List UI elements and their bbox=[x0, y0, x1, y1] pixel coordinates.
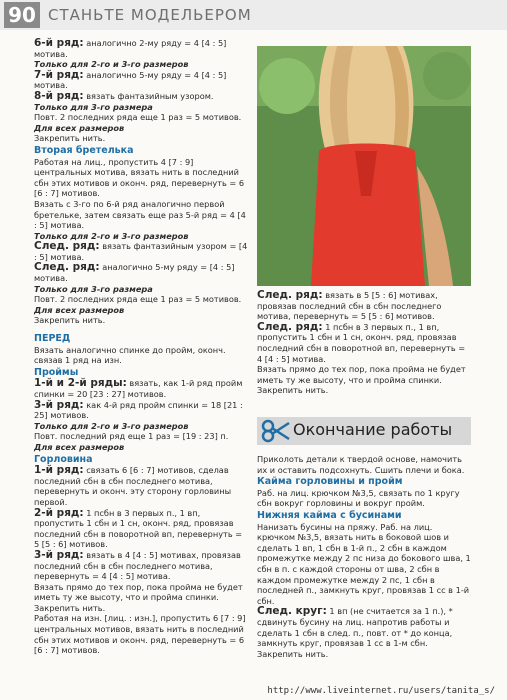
instruction-paragraph bbox=[34, 112, 248, 123]
row-label: След. круг: bbox=[257, 605, 327, 618]
section-heading bbox=[34, 146, 248, 157]
paragraph-text: Работая на изн. [лиц. : изн.], пропустить 6 [7 : 9] центральных мотивов, вязать нить в последний сбн этих мотивов и оконч. ряд, перевернуть = 6 [6 : 7] мотивов. bbox=[34, 613, 246, 656]
row-label: След. ряд: bbox=[257, 289, 323, 301]
row-label: 1-й и 2-й ряды: bbox=[34, 377, 127, 390]
heading-text: Вторая бретелька bbox=[34, 144, 134, 156]
instruction-paragraph bbox=[257, 488, 471, 509]
size-note bbox=[34, 284, 248, 295]
heading-text: Нижняя кайма с бусинами bbox=[257, 509, 402, 521]
row-label: След. ряд: bbox=[34, 261, 100, 274]
paragraph-text: Закрепить нить. bbox=[34, 315, 106, 326]
paragraph-text: Вязать с 3-го по 6-й ряд аналогично первой бретельке, затем связать еще раз 5-й ряд = 4 [4 : 5] мотива. bbox=[34, 198, 246, 231]
size-note bbox=[34, 102, 248, 113]
section-heading bbox=[257, 511, 471, 522]
instruction-paragraph bbox=[257, 290, 471, 322]
instruction-paragraph bbox=[34, 199, 248, 231]
banner-title: Окончание работы bbox=[293, 420, 453, 439]
row-label: 3-й ряд: bbox=[34, 548, 84, 561]
row-label: След. ряд: bbox=[257, 320, 323, 333]
paragraph-text: Только для 2-го и 3-го размеров bbox=[34, 230, 189, 241]
paragraph-text: как 4-й ряд пройм спинки = 18 [21 : 25] мотивов. bbox=[34, 399, 243, 421]
paragraph-text: Повт. 2 последних ряда еще 1 раз = 5 мотивов. bbox=[34, 294, 242, 305]
size-note bbox=[34, 305, 248, 316]
instruction-paragraph bbox=[34, 262, 248, 283]
row-label: 1-й ряд: bbox=[34, 464, 84, 477]
row-label: 3-й ряд: bbox=[34, 398, 84, 411]
instruction-paragraph bbox=[34, 315, 248, 326]
row-label: 8-й ряд: bbox=[34, 89, 84, 102]
paragraph-text: Повт. 2 последних ряда еще 1 раз = 5 мотивов. bbox=[34, 112, 242, 123]
paragraph-text: вязать фантазийным узором = [4 : 5] мотива. bbox=[34, 241, 248, 262]
paragraph-text: аналогично 5-му ряду = [4 : 5] мотива. bbox=[34, 262, 235, 284]
instruction-paragraph bbox=[34, 378, 248, 399]
instruction-paragraph bbox=[34, 294, 248, 305]
instruction-paragraph bbox=[257, 364, 471, 396]
row-label: 6-й ряд: bbox=[34, 37, 84, 49]
photo-illustration bbox=[257, 46, 471, 286]
source-url: http://www.liveinternet.ru/users/tanita_s/ bbox=[267, 686, 495, 696]
paragraph-text: Только для 3-го размера bbox=[34, 283, 153, 294]
instruction-paragraph bbox=[34, 91, 248, 102]
paragraph-text: вязать в 4 [4 : 5] мотивах, провязав последний сбн в сбн последнего мотива, перевернуть = 4 [4 : 5] мотива. bbox=[34, 549, 241, 582]
paragraph-text: Только для 2-го и 3-го размеров bbox=[34, 420, 189, 431]
paragraph-text: Повт. последний ряд еще 1 раз = [19 : 23] п. bbox=[34, 431, 229, 442]
page-number: 90 bbox=[4, 2, 40, 28]
paragraph-text: связать 6 [6 : 7] мотивов, сделав последний сбн в сбн последнего мотива, перевернуть и оконч. эту сторону горловины первой. bbox=[34, 465, 232, 507]
instruction-paragraph bbox=[34, 550, 248, 582]
instruction-paragraph bbox=[34, 508, 248, 550]
paragraph-text: Для всех размеров bbox=[34, 441, 125, 452]
row-label: След. ряд: bbox=[34, 240, 100, 253]
size-note bbox=[34, 123, 248, 134]
heading-text: Горловина bbox=[34, 453, 93, 465]
instruction-paragraph bbox=[34, 157, 248, 199]
left-column bbox=[34, 38, 248, 656]
paragraph-text: аналогично 2-му ряду = 4 [4 : 5] мотива. bbox=[34, 38, 227, 59]
paragraph-text: Приколоть детали к твердой основе, намочить их и оставить подсохнуть. Сшить плечи и бока. bbox=[257, 454, 465, 475]
paragraph-text: Раб. на лиц. крючком №3,5, связать по 1 кругу сбн вокруг горловины и вокруг пройм. bbox=[257, 487, 460, 509]
size-note bbox=[34, 421, 248, 432]
section-heading bbox=[257, 477, 471, 488]
instruction-paragraph bbox=[257, 322, 471, 364]
heading-text: Проймы bbox=[34, 366, 79, 378]
paragraph-text: Работая на лиц., пропустить 4 [7 : 9] центральных мотива, вязать нить в последний сбн этих мотивов и оконч. ряд, перевернуть = 6 [6 : 7] мотивов. bbox=[34, 156, 245, 199]
paragraph-text: Вязать прямо до тех пор, пока пройма не будет иметь ту же высоту, что и пройма спинки. Закрепить нить. bbox=[34, 581, 243, 613]
instruction-paragraph bbox=[34, 133, 248, 144]
paragraph-text: вязать, как 1-й ряд пройм спинки = 20 [23 : 27] мотивов. bbox=[34, 378, 243, 399]
paragraph-text: Только для 3-го размера bbox=[34, 101, 153, 112]
instruction-paragraph bbox=[34, 345, 248, 366]
instruction-paragraph bbox=[34, 582, 248, 614]
size-note bbox=[34, 442, 248, 453]
paragraph-text: вязать фантазийным узором. bbox=[83, 90, 214, 101]
instruction-paragraph bbox=[34, 465, 248, 507]
section-banner bbox=[257, 417, 471, 445]
instruction-paragraph bbox=[257, 606, 471, 659]
section-title: СТАНЬТЕ МОДЕЛЬЕРОМ bbox=[48, 6, 252, 24]
instruction-paragraph bbox=[257, 522, 471, 607]
heading-text: Кайма горловины и пройм bbox=[257, 476, 403, 488]
instruction-paragraph bbox=[34, 38, 248, 59]
instruction-paragraph bbox=[34, 70, 248, 91]
paragraph-text: 1 псбн в 3 первых п., 1 вп, пропустить 1 сбн и 1 сн, оконч. ряд, провязав последний сбн в поворотной вп, перевернуть = 4 [4 : 5] мотива. bbox=[257, 321, 466, 364]
page-header bbox=[0, 0, 507, 30]
instruction-paragraph bbox=[34, 400, 248, 421]
model-photo bbox=[257, 46, 471, 286]
paragraph-text: 1 псбн в 3 первых п., 1 вп, пропустить 1 сбн и 1 сн, оконч. ряд, провязав последний сбн в поворотной вп, перевернуть = 5 [5 : 6] мотивов. bbox=[34, 507, 243, 550]
paragraph-text: Нанизать бусины на пряжу. Раб. на лиц. крючком №3,5, вязать нить в боковой шов и сделать 1 вп, 1 сбн в 1-й п., 2 сбн в каждом промежутке между 2 пс низа до бокового шва, 1 сбн в п. с каждой стороны от шва, 2 сбн в каждом промежутке между 2 пс, 1 сбн в последней п., замкнуть круг, провязав 1 сс в 1-й сбн. bbox=[257, 521, 471, 606]
instruction-paragraph bbox=[257, 454, 471, 475]
section-heading bbox=[34, 334, 248, 345]
paragraph-text: аналогично 5-му ряду = 4 [4 : 5] мотива. bbox=[34, 69, 227, 91]
paragraph-text: Вязать аналогично спинке до пройм, оконч. связав 1 ряд на изн. bbox=[34, 344, 226, 366]
instruction-paragraph bbox=[34, 613, 248, 655]
paragraph-text: вязать в 5 [5 : 6] мотивах, провязав последний сбн в сбн последнего мотива, перевернуть = 5 [5 : 6] мотивов. bbox=[257, 290, 442, 322]
scissors-icon bbox=[261, 419, 291, 443]
paragraph-text: Для всех размеров bbox=[34, 304, 125, 315]
instruction-paragraph bbox=[34, 431, 248, 442]
instruction-paragraph bbox=[34, 241, 248, 262]
spacer bbox=[34, 326, 248, 332]
paragraph-text: Для всех размеров bbox=[34, 122, 125, 133]
row-label: 7-й ряд: bbox=[34, 68, 84, 81]
paragraph-text: Закрепить нить. bbox=[34, 133, 106, 144]
right-column bbox=[257, 290, 471, 396]
row-label: 2-й ряд: bbox=[34, 506, 84, 519]
heading-text: ПЕРЕД bbox=[34, 333, 71, 345]
paragraph-text: Только для 2-го и 3-го размеров bbox=[34, 59, 189, 70]
paragraph-text: Вязать прямо до тех пор, пока пройма не будет иметь ту же высоту, что и пройма спинки. Закрепить нить. bbox=[257, 364, 466, 396]
right-column-finishing bbox=[257, 454, 471, 659]
paragraph-text: 1 вп (не считается за 1 п.), * сдвинуть бусину на лиц. напротив работы и сделать 1 сбн в след. п., повт. от * до конца, замкнуть круг, провязав 1 сс в 1-м сбн. Закрепить нить. bbox=[257, 606, 453, 659]
